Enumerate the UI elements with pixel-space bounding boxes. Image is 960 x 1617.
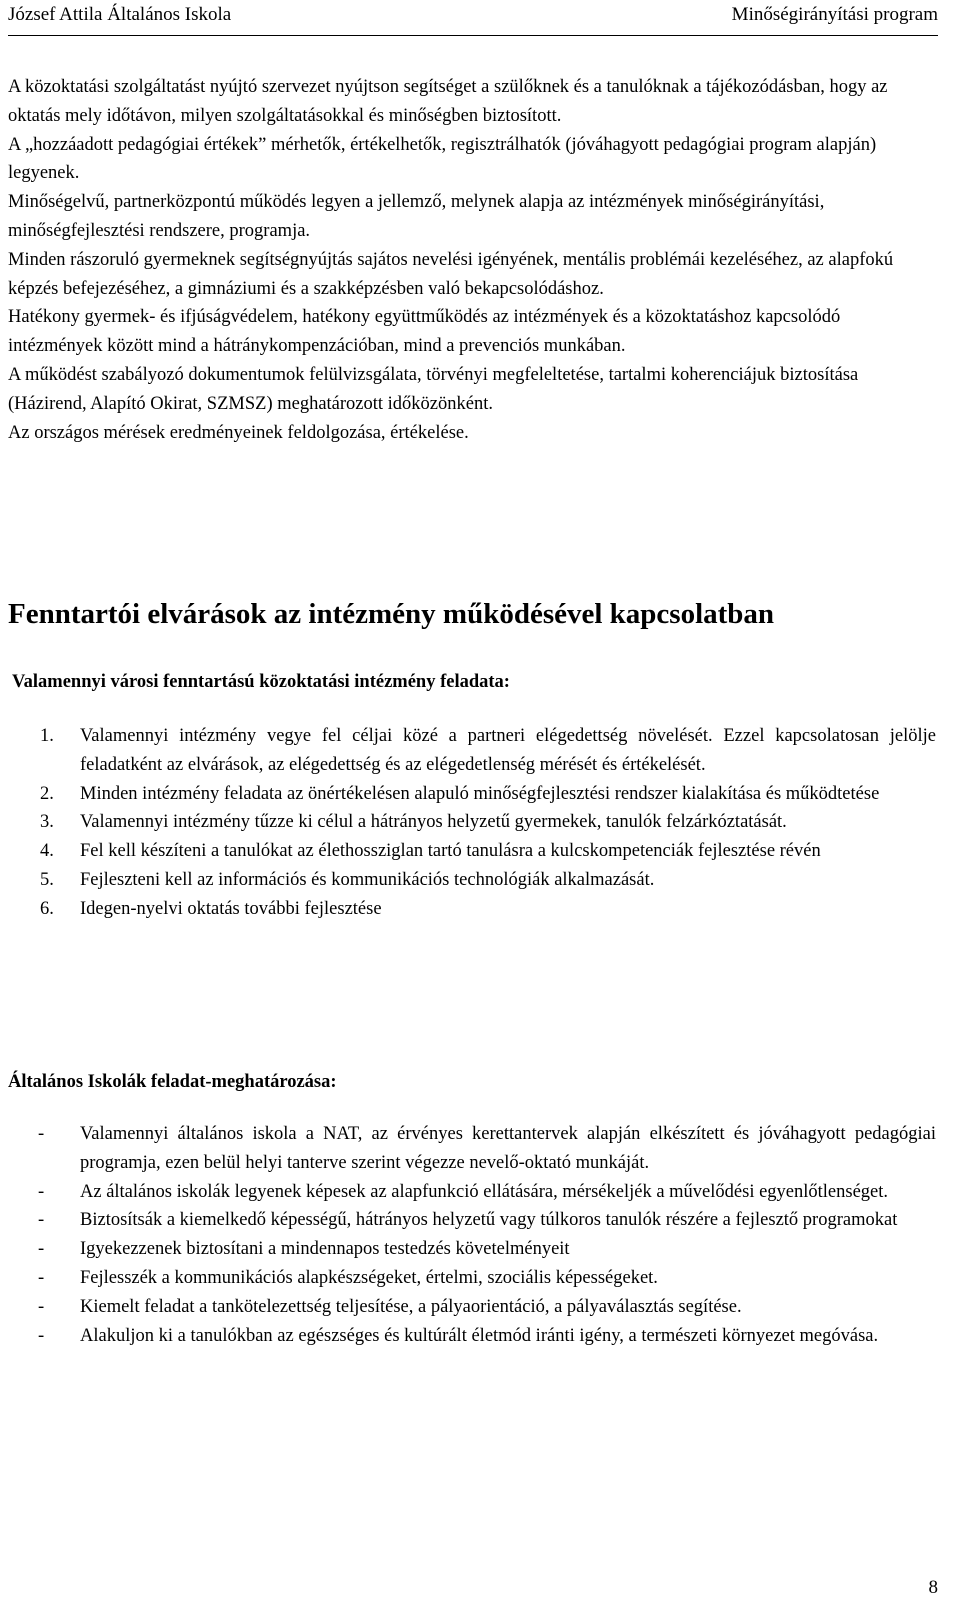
dash-marker: - [38,1267,45,1288]
intro-paragraph: Hatékony gyermek- és ifjúságvédelem, hatékony együttműködés az intézmények és a közoktatáshoz kapcsolódó intézmények között mind a hátránykompenzációban, mind a prevenciós munkában. [8,307,841,357]
list-item [8,1178,936,1207]
dash-marker: - [38,1296,45,1317]
list-item [8,722,936,780]
list-item [8,1235,936,1264]
list-item-text: Alakuljon ki a tanulókban az egészséges és kultúrált életmód iránti igény, a természeti környezet megóvása. [80,1325,879,1346]
dash-marker: - [38,1210,45,1231]
list-item-text: Kiemelt feladat a tankötelezettség teljesítése, a pályaorientáció, a pályaválasztás segítése. [80,1296,742,1317]
page-header [8,4,938,34]
intro-paragraph: Az országos mérések eredményeinek feldolgozása, értékelése. [8,422,469,443]
list-item-text: Valamennyi intézmény vegye fel céljai közé a partneri elégedettség növelését. Ezzel kapcsolatosan jelölje feladatként az elvárások, az elégedettség és az elégedetlenség mérését és értékelését. [80,726,936,775]
intro-paragraph: A működést szabályozó dokumentumok felülvizsgálata, törvényi megfeleltetése, tartalmi koherenciájuk biztosítása (Házirend, Alapító Okirat, SZMSZ) meghatározott időközönként. [8,364,859,414]
list-item-text: Idegen-nyelvi oktatás további fejlesztése [80,898,382,919]
intro-paragraph: A „hozzáadott pedagógiai értékek” mérhetők, értékelhetők, regisztrálhatók (jóváhagyott pedagógiai program alapján) legyenek. [8,134,877,184]
header-school-name: József Attila Általános Iskola [8,4,232,25]
intro-paragraph: Minőségelvű, partnerközpontú működés legyen a jellemző, melynek alapja az intézmények minőségirányítási, minőségfejlesztési rendszere, programja. [8,192,825,241]
intro-paragraphs [8,73,936,447]
list-number: 1. [40,726,54,746]
dash-marker: - [38,1181,45,1202]
list-item-text: Minden intézmény feladata az önértékelésen alapuló minőségfejlesztési rendszer kialakítása és működtetése [80,783,880,804]
subheading-city-institutions: Valamennyi városi fenntartású közoktatási intézmény feladata: [12,672,510,692]
list-item [8,866,936,895]
subheading-elementary-schools: Általános Iskolák feladat-meghatározása: [8,1072,337,1092]
list-item-text: Igyekezzenek biztosítani a mindennapos testedzés követelményeit [80,1239,570,1260]
page-number: 8 [928,1577,938,1598]
dash-marker: - [38,1124,45,1144]
list-number: 3. [40,812,54,833]
list-item [8,808,936,837]
header-document-title: Minőségirányítási program [731,4,938,25]
list-item-text: Biztosítsák a kiemelkedő képességű, hátrányos helyzetű vagy túlkoros tanulók részére a fejlesztő programokat [80,1210,898,1231]
list-item [8,895,936,924]
list-item [8,1293,936,1322]
list-item-text: Fel kell készíteni a tanulókat az élethossziglan tartó tanulásra a kulcskompetenciák fejlesztése révén [80,841,821,862]
list-item [8,837,936,866]
list-item [8,1120,936,1178]
list-item [8,780,936,809]
list-number: 2. [40,783,54,804]
list-number: 5. [40,869,54,890]
header-divider [8,35,938,36]
list-item-text: Fejleszteni kell az információs és kommunikációs technológiák alkalmazását. [80,869,655,890]
dash-marker: - [38,1325,45,1346]
list-item [8,1322,936,1351]
dash-marker: - [38,1239,45,1260]
intro-paragraph: A közoktatási szolgáltatást nyújtó szervezet nyújtson segítséget a szülőknek és a tanulóknak a tájékozódásban, hogy az oktatás mely időtávon, milyen szolgáltatásokkal és minőségben biztosított. [8,77,888,126]
list-item-text: Valamennyi intézmény tűzze ki célul a hátrányos helyzetű gyermekek, tanulók felzárkóztatását. [80,812,787,833]
intro-paragraph: Minden rászoruló gyermeknek segítségnyújtás sajátos nevelési igényének, mentális problémái kezeléséhez, az alapfokú képzés befejezéséhez, a gimnáziumi és a szakképzésben való bekapcsolódáshoz. [8,249,894,299]
dash-task-list [8,1120,936,1350]
list-item-text: Az általános iskolák legyenek képesek az alapfunkció ellátására, mérsékeljék a művelődési egyenlőtlenséget. [80,1181,889,1202]
list-number: 4. [40,841,54,862]
list-item [8,1206,936,1235]
list-item-text: Fejlesszék a kommunikációs alapkészségeket, értelmi, szociális képességeket. [80,1267,658,1288]
numbered-task-list [8,722,936,924]
list-number: 6. [40,898,54,919]
list-item-text: Valamennyi általános iskola a NAT, az érvényes kerettantervek alapján elkészített és jóváhagyott pedagógiai programja, ezen belül helyi tanterve szerint végezze nevelő-oktató munkáját. [80,1124,936,1173]
section-heading: Fenntartói elvárások az intézmény működésével kapcsolatban [8,598,775,630]
list-item [8,1264,936,1293]
